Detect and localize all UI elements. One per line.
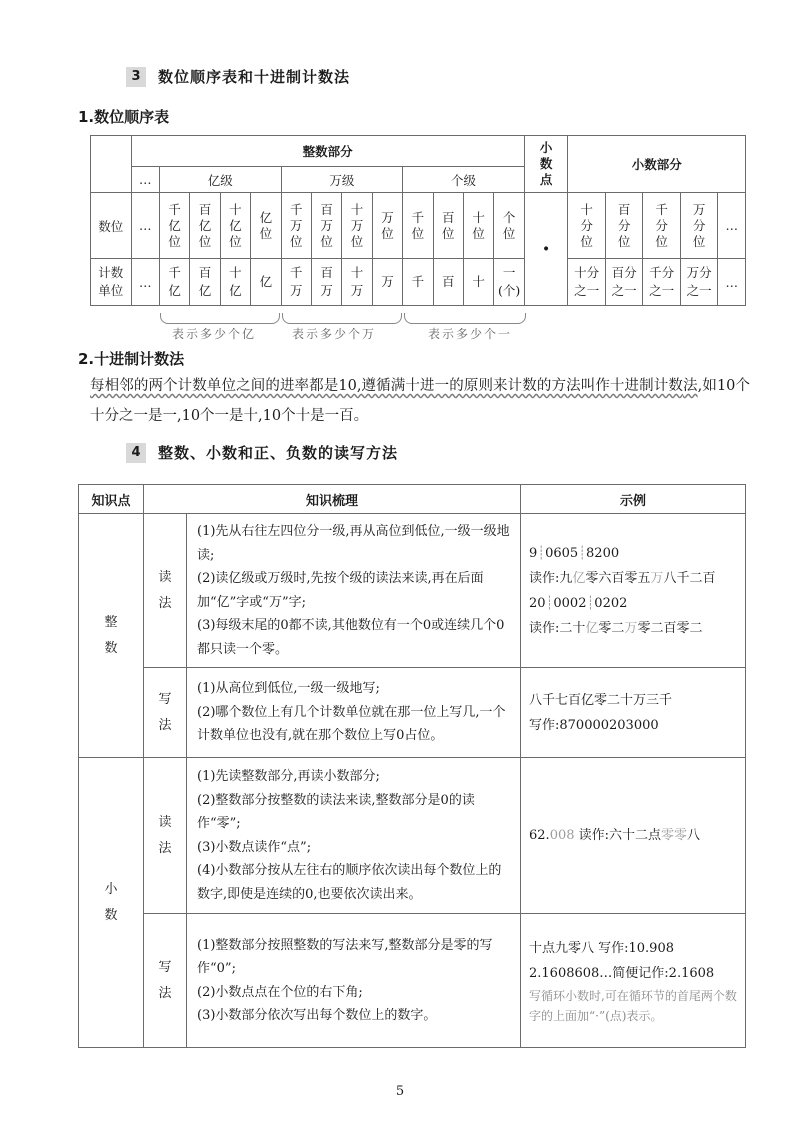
subheading-place-value: 1.数位顺序表	[78, 108, 170, 126]
unit-cell: 百 万	[311, 259, 341, 306]
row-label-unit: 计数 单位	[91, 259, 132, 306]
integer-write-rules: (1)从高位到低位,一级一级地写; (2)哪个数位上有几个计数单位就在那一位上写几,一个计数单位也没有,就在那个数位上写0占位。	[187, 668, 521, 758]
read-write-table	[78, 484, 746, 1048]
section-number: 3	[126, 67, 146, 87]
digit-cell: 万 位	[372, 193, 402, 259]
decimal-read-rules: (1)先读整数部分,再读小数部分; (2)整数部分按整数的读法来读,整数部分是0的读作“零”; (3)小数点读作“点”; (4)小数部分按从左往右的顺序依次读出每个数位上的数字,即使是连续的0,也要依次读出来。	[187, 758, 521, 914]
decimal-part-header: 小数部分	[568, 136, 746, 193]
section-4-header	[126, 442, 398, 463]
digit-cell: 百 分 位	[605, 193, 643, 259]
decimal-point-header: 小 数 点	[524, 136, 568, 193]
ellipsis: …	[131, 259, 159, 306]
digit-cell: 百 亿 位	[190, 193, 220, 259]
unit-cell: 十分 之一	[568, 259, 606, 306]
section-title: 整数、小数和正、负数的读写方法	[158, 444, 399, 462]
digit-cell: 十 位	[463, 193, 493, 259]
subheading-decimal-system: 2.十进制计数法	[78, 350, 185, 368]
brace-wan	[282, 313, 402, 324]
digit-cell: 万 分 位	[680, 193, 718, 259]
digit-cell: 千 亿 位	[159, 193, 189, 259]
brace-label-yi: 表示多少个亿	[172, 327, 257, 341]
group-wan: 万级	[281, 167, 403, 193]
decimal-write-rules: (1)整数部分按照整数的写法来写,整数部分是零的写作“0”; (2)小数点点在个位的右下角; (3)小数部分依次写出每个数位上的数字。	[187, 914, 521, 1048]
ellipsis: …	[718, 259, 746, 306]
digit-cell: 千 分 位	[643, 193, 681, 259]
unit-cell: 十	[463, 259, 493, 306]
brace-label-wan: 表示多少个万	[292, 327, 377, 341]
brace-yi	[160, 313, 280, 324]
integer-read-example: 9┊0605┊8200 读作:九亿零六百零五万八千二百 20┊0002┊0202 读作:二十亿零二万零二百零二	[521, 514, 746, 668]
digit-cell: 十 亿 位	[220, 193, 250, 259]
method-read: 读 法	[144, 758, 187, 914]
unit-cell: 百分 之一	[605, 259, 643, 306]
decimal-read-example: 62.008 读作:六十二点零零八	[521, 758, 746, 914]
recurring-decimal-note: 写循环小数时,可在循环节的首尾两个数字的上面加“·”(点)表示。	[529, 988, 737, 1023]
unit-cell: 亿	[251, 259, 281, 306]
header-summary: 知识梳理	[144, 485, 521, 514]
category-integer: 整 数	[79, 514, 144, 758]
unit-cell: 万分 之一	[680, 259, 718, 306]
group-yi: 亿级	[159, 167, 281, 193]
method-write: 写 法	[144, 668, 187, 758]
row-label-digit: 数位	[91, 193, 132, 259]
group-ge: 个级	[403, 167, 525, 193]
brace-label-ge: 表示多少个一	[428, 327, 513, 341]
ellipsis: …	[131, 193, 159, 259]
integer-read-rules: (1)先从右往左四位分一级,再从高位到低位,一级一级地读; (2)读亿级或万级时,先按个级的读法来读,再在后面加“亿”字或“万”字; (3)每级末尾的0都不读,其他数位有一个0或连续几个0都只读一个零。	[187, 514, 521, 668]
decimal-system-text	[90, 371, 750, 431]
example-text: ,如10个十分之一是一,10个一是十,10个十是一百。	[90, 378, 751, 424]
digit-cell: 亿 位	[251, 193, 281, 259]
definition-text-end: 法	[683, 378, 698, 394]
header-example: 示例	[521, 485, 746, 514]
unit-cell: 百 亿	[190, 259, 220, 306]
method-write: 写 法	[144, 914, 187, 1048]
digit-cell: 十 分 位	[568, 193, 606, 259]
group-braces	[140, 313, 540, 345]
ellipsis: …	[131, 167, 159, 193]
digit-cell: 十 万 位	[342, 193, 372, 259]
unit-cell: 万	[372, 259, 402, 306]
unit-cell: 千 万	[281, 259, 311, 306]
unit-cell: 千分 之一	[643, 259, 681, 306]
category-decimal: 小 数	[79, 758, 144, 1048]
method-read: 读 法	[144, 514, 187, 668]
unit-cell: 十 亿	[220, 259, 250, 306]
page-number: 5	[395, 1084, 405, 1099]
section-number: 4	[126, 443, 146, 463]
unit-cell: 百	[433, 259, 463, 306]
unit-cell: 一 (个)	[494, 259, 524, 306]
brace-ge	[404, 313, 526, 324]
integer-part-header: 整数部分	[131, 136, 524, 167]
section-3-header	[126, 66, 350, 87]
digit-cell: 个 位	[494, 193, 524, 259]
corner-cell	[91, 136, 132, 193]
section-title: 数位顺序表和十进制计数法	[158, 68, 351, 86]
unit-cell: 千 亿	[159, 259, 189, 306]
header-knowledge-point: 知识点	[79, 485, 144, 514]
place-value-table	[90, 135, 746, 306]
decimal-point-dot: ·	[524, 193, 568, 306]
unit-cell: 十 万	[342, 259, 372, 306]
digit-cell: 百 万 位	[311, 193, 341, 259]
digit-cell: 千 万 位	[281, 193, 311, 259]
digit-cell: 千 位	[403, 193, 433, 259]
ellipsis: …	[718, 193, 746, 259]
decimal-write-example: 十点九零八 写作:10.908 2.1608608…简便记作:2.1608 写循环小数时,可在循环节的首尾两个数字的上面加“·”(点)表示。	[521, 914, 746, 1048]
digit-cell: 百 位	[433, 193, 463, 259]
unit-cell: 千	[403, 259, 433, 306]
integer-write-example: 八千七百亿零二十万三千 写作:870000203000	[521, 668, 746, 758]
definition-text: 每相邻的两个计数单位之间的进率都是10,遵循满十进一的原则来计数的方法叫作十进制计数	[90, 378, 683, 394]
